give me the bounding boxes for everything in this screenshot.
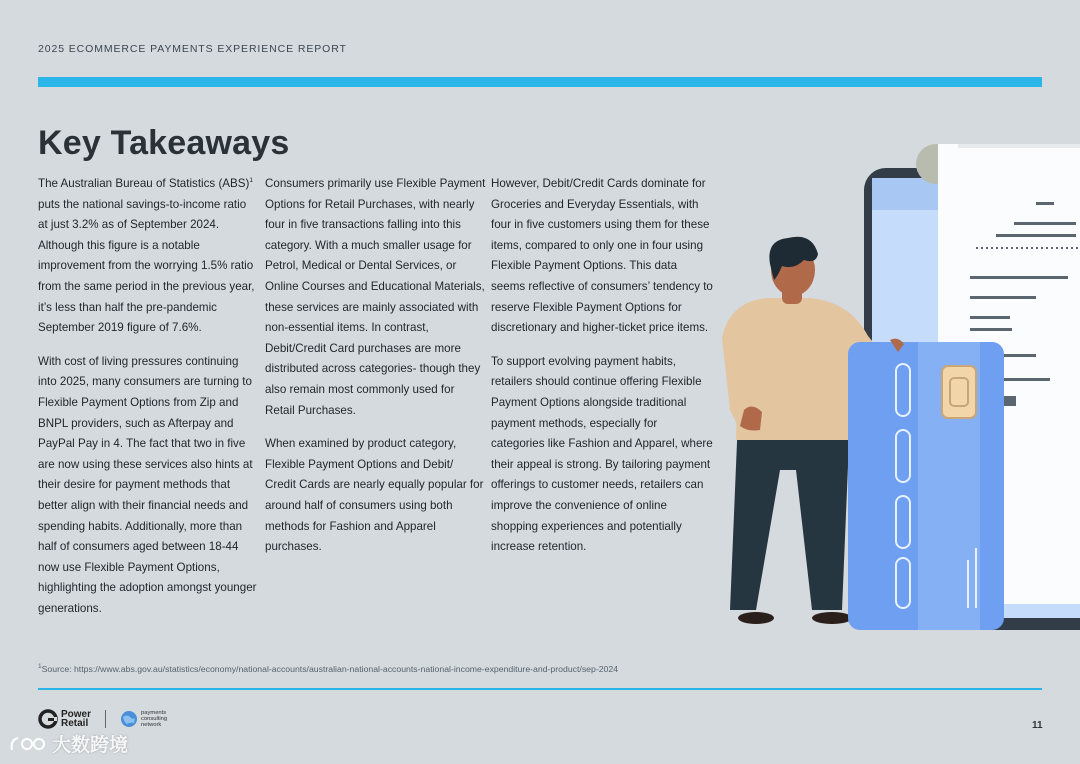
person-with-credit-card-illustration xyxy=(700,140,1080,640)
accent-bar xyxy=(38,77,1042,87)
paragraph: With cost of living pressures continuing into 2025, many consumers are turning to Flexible Payment Options from Zip and BNPL providers, such as Afterpay and PayPal Pay in 4. The fact that two in five are now using these services also hints at their desire for payment methods that better align with their financial needs and spending habits. Additionally, more than half of consumers aged between 18-44 now use Flexible Payment Options, highlighting the adoption amongst younger generations. xyxy=(38,354,257,615)
watermark xyxy=(8,730,128,757)
watermark-text: 大数跨境 xyxy=(52,735,129,756)
footer-logos xyxy=(38,709,167,729)
paragraph: When examined by product category, Flexible Payment Options and Debit/ Credit Cards are nearly equally popular for around half of consumers using both methods for Fashion and Apparel purchases. xyxy=(265,437,484,554)
footnote xyxy=(38,664,618,674)
text-column-1 xyxy=(38,174,258,632)
logo-text: Power xyxy=(61,709,92,720)
logo-text: consulting xyxy=(141,715,168,722)
footnote-link-text[interactable]: Source: https://www.abs.gov.au/statistics/economy/national-accounts/australian-national-accounts-national-income-expenditure-and-product/sep-2024 xyxy=(41,664,619,674)
paragraph xyxy=(38,174,258,339)
payments-consulting-network-logo[interactable] xyxy=(120,710,167,729)
logo-text: network xyxy=(141,722,162,729)
paragraph: To support evolving payment habits, retailers should continue offering Flexible Payment Options alongside traditional payment methods, especially for categories like Fashion and Apparel, where their appeal is strong. By tailoring payment offerings to customer needs, retailers can improve the convenience of online shopping experiences and potentially increase retention. xyxy=(491,354,713,554)
paragraph: However, Debit/Credit Cards dominate for Groceries and Everyday Essentials, with four in five customers using them for these items, compared to only one in four using Flexible Payment Options. This data seems reflective of consumers’ tendency to reserve Flexible Payment Options for discretionary and higher-ticket price items. xyxy=(491,177,713,335)
text-column-3 xyxy=(491,174,713,571)
power-retail-icon xyxy=(38,709,58,729)
footnote-marker: 1 xyxy=(38,663,42,671)
page-number: 11 xyxy=(1032,720,1043,731)
logo-divider xyxy=(105,710,106,728)
globe-icon xyxy=(120,710,138,728)
report-header: 2025 ECOMMERCE PAYMENTS EXPERIENCE REPORT xyxy=(38,43,347,55)
paragraph-text: puts the national savings-to-income ratio at just 3.2% as of September 2024. Although this figure is a notable improvement from the worrying 1.5% ratio from the same period in the previous year, it’s less than half the pre-pandemic September 2019 figure of 7.6%. xyxy=(38,197,255,335)
logo-text: payments xyxy=(141,709,167,716)
paragraph-text: The Australian Bureau of Statistics (ABS) xyxy=(38,177,250,190)
footer-divider xyxy=(38,688,1042,690)
watermark-logo-icon xyxy=(8,734,48,754)
logo-text: Retail xyxy=(61,718,89,729)
power-retail-logo[interactable] xyxy=(38,709,91,729)
text-column-2 xyxy=(265,174,487,571)
page-title: Key Takeaways xyxy=(38,124,290,162)
footnote-ref: 1 xyxy=(249,177,253,185)
paragraph: Consumers primarily use Flexible Payment Options for Retail Purchases, with nearly four in five transactions falling into this category. With a much smaller usage for Petrol, Medical or Dental Services, or Online Courses and Educational Materials, these services are mainly associated with non-essential items. In contrast, Debit/Credit Card purchases are more distributed across categories- though they also remain most commonly used for Retail Purchases. xyxy=(265,177,486,417)
